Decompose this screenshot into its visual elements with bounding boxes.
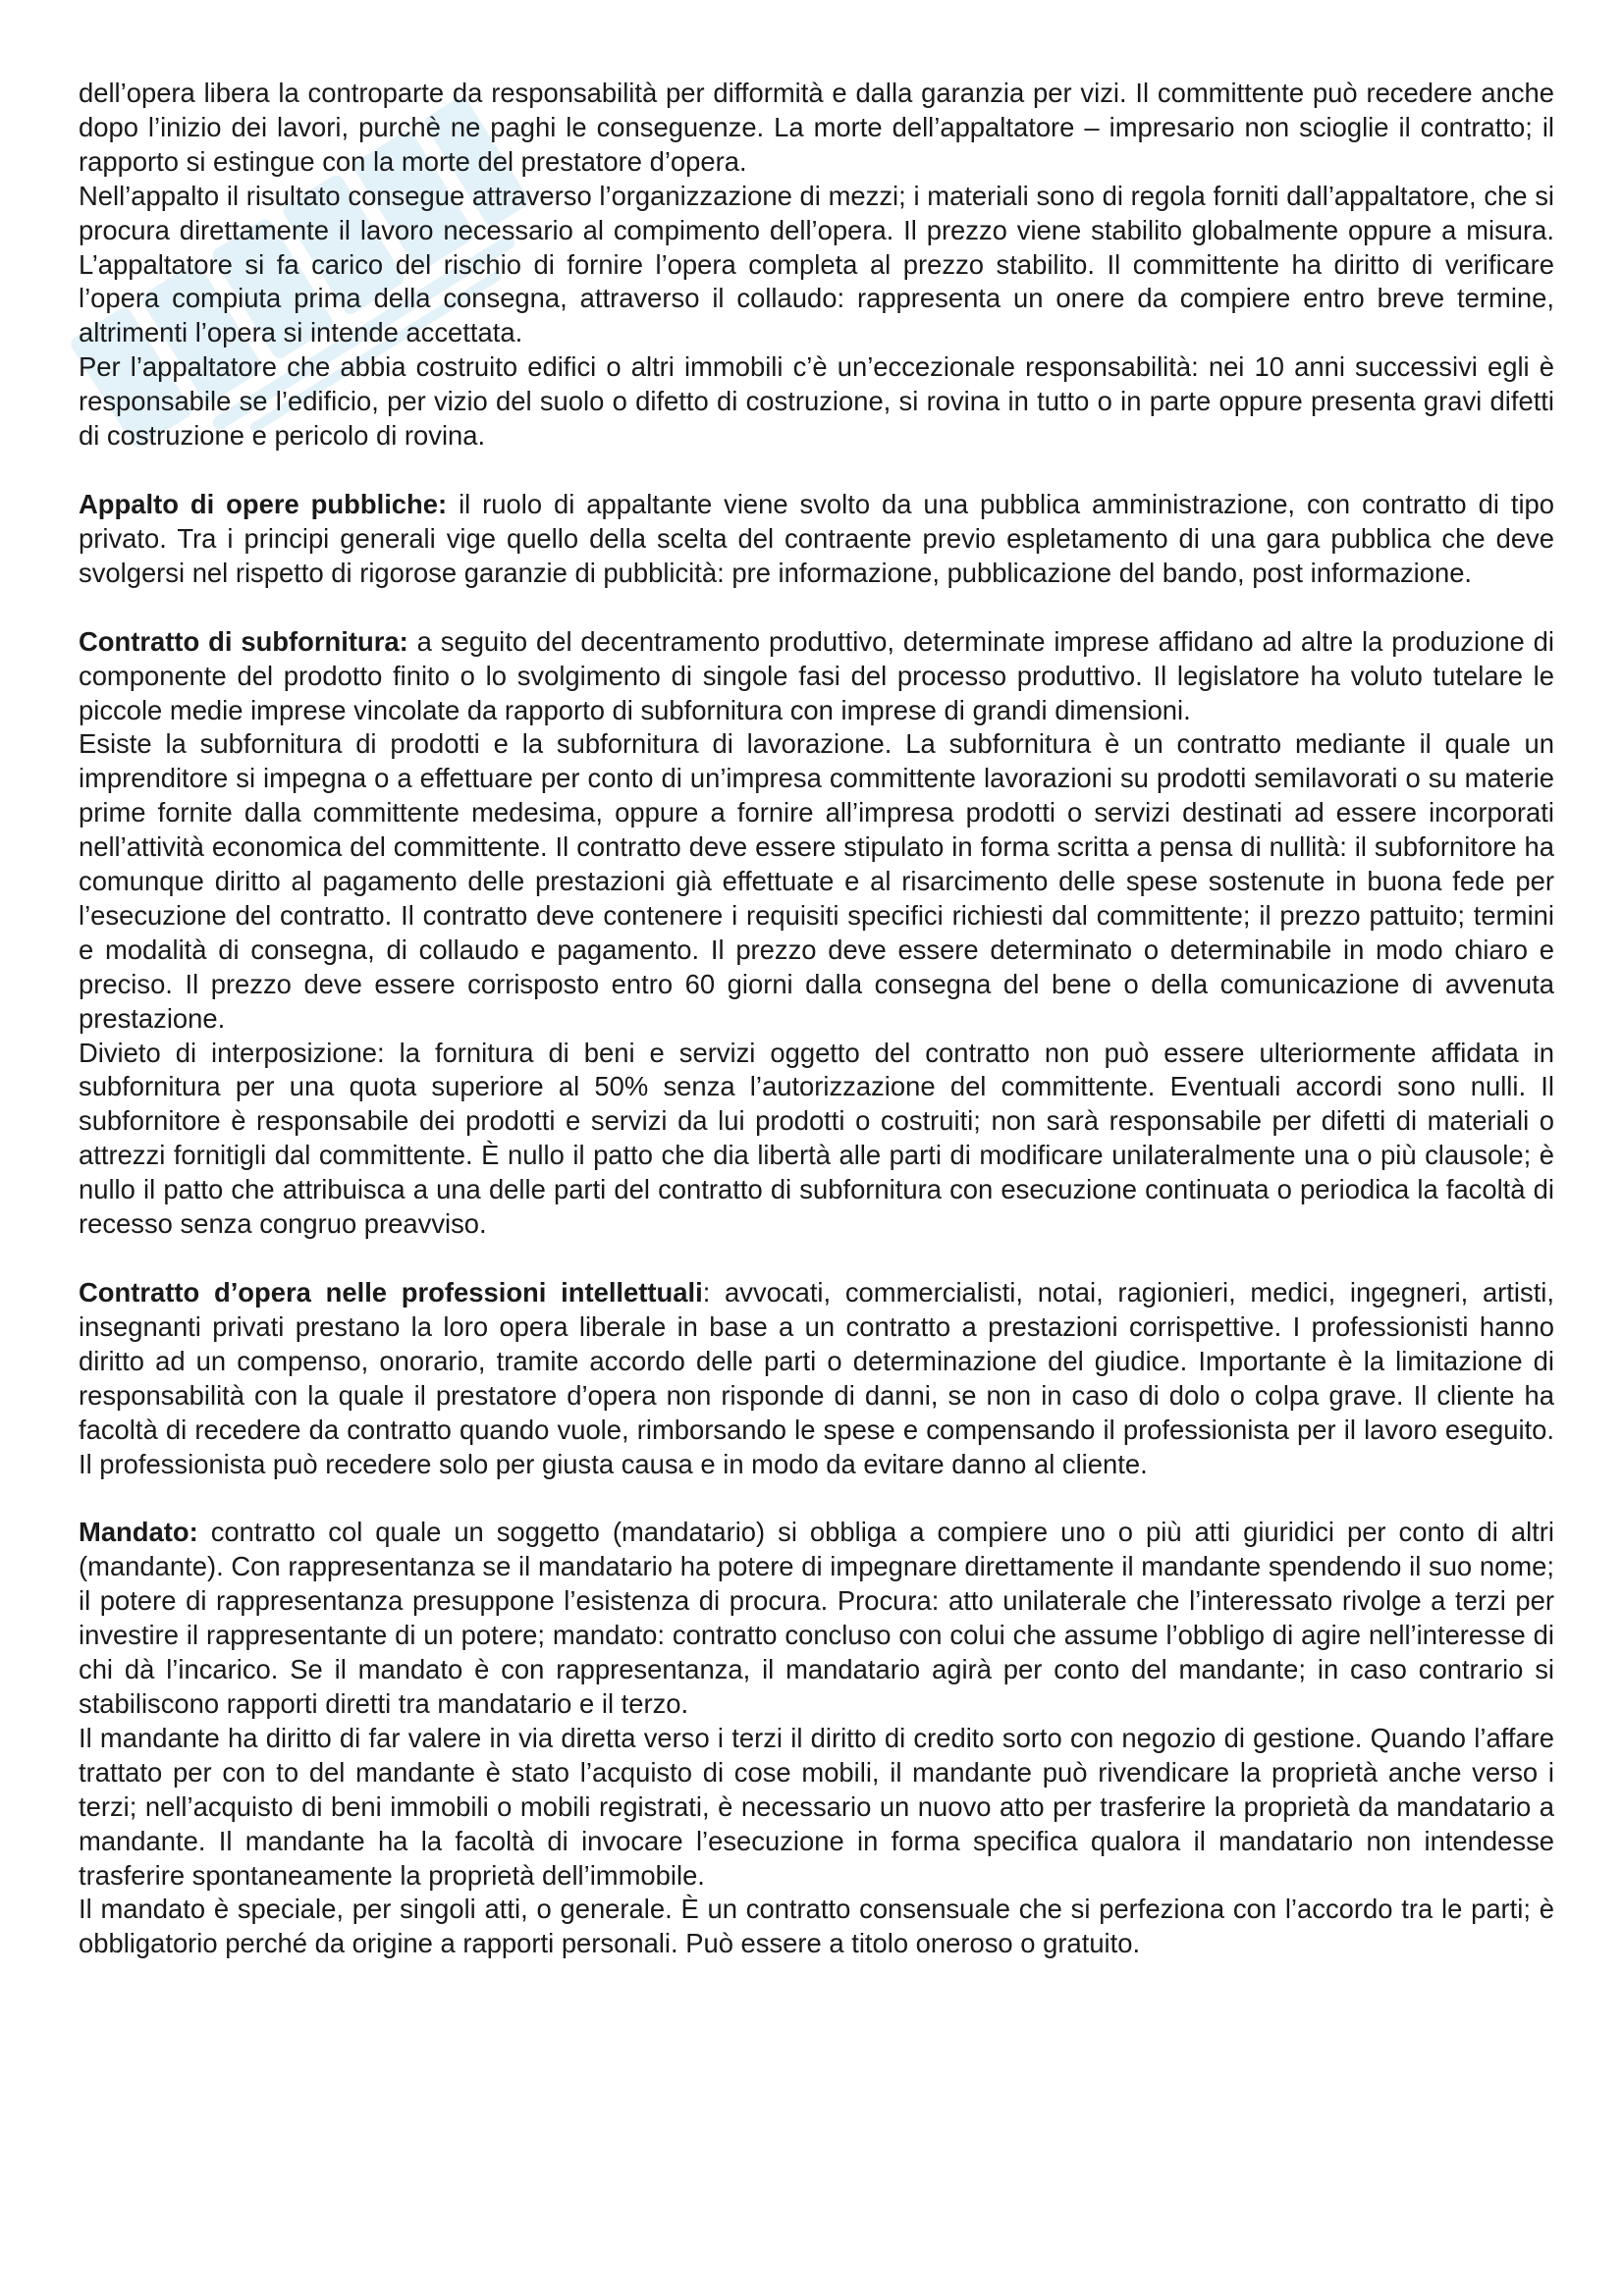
paragraph-professioni-intellettuali	[79, 1276, 1554, 1481]
paragraph-spacer	[79, 591, 1554, 625]
paragraph-text: Divieto di interposizione: la fornitura di beni e servizi oggetto del contratto non può essere ulteriormente affidata in subfornitura per una quota superiore al 50% senza l’autorizzazione del committente. Eventuali accordi sono nulli. Il subfornitore è responsabile dei prodotti e servizi da lui prodotti o costruiti; non sarà responsabile per difetti di materiali o attrezzi fornitigli dal committente. È nullo il patto che dia libertà alle parti di modificare unilateralmente una o più clausole; è nullo il patto che attribuisca a una delle parti del contratto di subfornitura con esecuzione continuata o periodica la facoltà di recesso senza congruo preavviso.	[79, 1037, 1554, 1240]
paragraph-text: Il mandante ha diritto di far valere in via diretta verso i terzi il diritto di credito sorto con negozio di gestione. Quando l’affare trattato per con to del mandante è stato l’acquisto di cose mobili, il mandante può rivendicare la proprietà anche verso i terzi; nell’acquisto di beni immobili o mobili registrati, è necessario un nuovo atto per trasferire la proprietà da mandatario a mandante. Il mandante ha la facoltà di invocare l’esecuzione in forma specifica qualora il mandatario non intendesse trasferire spontaneamente la proprietà dell’immobile.	[79, 1722, 1554, 1891]
paragraph-3	[79, 350, 1554, 454]
paragraph-2-text: Nell’appalto il risultato consegue attraverso l’organizzazione di mezzi; i materiali sono di regola forniti dall’appaltatore, che si procura direttamente il lavoro necessario al compimento dell’opera. Il prezzo viene stabilito globalmente oppure a misura. L’appaltatore si fa carico del rischio di fornire l’opera completa al prezzo stabilito. Il committente ha diritto di verificare l’opera compiuta prima della consegna, attraverso il collaudo: rappresenta un onere da compiere entro breve termine, altrimenti l’opera si intende accettata.	[79, 180, 1554, 348]
section-heading: Mandato:	[79, 1517, 198, 1548]
paragraph-1	[79, 77, 1554, 180]
paragraph-text: Il mandato è speciale, per singoli atti, o generale. È un contratto consensuale che si perfeziona con l’accordo tra le parti; è obbligatorio perché da origine a rapporti personali. Può essere a titolo oneroso o gratuito.	[79, 1894, 1554, 1959]
paragraph-2	[79, 180, 1554, 351]
paragraph-text: contratto col quale un soggetto (mandatario) si obbliga a compiere uno o più atti giuridici per conto di altri (mandante). Con rappresentanza se il mandatario ha potere di impegnare direttamente il mandante spendendo il suo nome; il potere di rappresentanza presuppone l’esistenza di procura. Procura: atto unilaterale che l’interessato rivolge a terzi per investire il rappresentante di un potere; mandato: contratto concluso con colui che assume l’obbligo di agire nell’interesse di chi dà l’incarico. Se il mandato è con rappresentanza, il mandatario agirà per conto del mandante; in caso contrario si stabiliscono rapporti diretti tra mandatario e il terzo.	[79, 1517, 1554, 1719]
paragraph-subfornitura	[79, 625, 1554, 728]
document-page	[79, 77, 1554, 1961]
paragraph-text: il ruolo di appaltante viene svolto da una pubblica amministrazione, con contratto di tipo privato. Tra i principi generali vige quello della scelta del contraente previo espletamento di una gara pubblica che deve svolgersi nel rispetto di rigorose garanzie di pubblicità: pre informazione, pubblicazione del bando, post informazione.	[79, 488, 1554, 588]
section-heading: Contratto d’opera nelle professioni intellettuali	[79, 1277, 703, 1308]
section-heading: Appalto di opere pubbliche:	[79, 488, 448, 519]
paragraph-spacer	[79, 454, 1554, 488]
paragraph-divieto-interposizione	[79, 1037, 1554, 1242]
paragraph-spacer	[79, 1242, 1554, 1276]
paragraph-text: a seguito del decentramento produttivo, determinate imprese affidano ad altre la produzione di componente del prodotto finito o lo svolgimento di singole fasi del processo produttivo. Il legislatore ha voluto tutelare le piccole medie imprese vincolate da rapporto di subfornitura con imprese di grandi dimensioni.	[79, 625, 1554, 725]
paragraph-spacer	[79, 1481, 1554, 1516]
paragraph-text: : avvocati, commercialisti, notai, ragionieri, medici, ingegneri, artisti, insegnanti privati prestano la loro opera liberale in base a un contratto a prestazioni corrispettive. I professionisti hanno diritto ad un compenso, onorario, tramite accordo delle parti o determinazione del giudice. Importante è la limitazione di responsabilità con la quale il prestatore d’opera non risponde di danni, se non in caso di dolo o colpa grave. Il cliente ha facoltà di recedere da contratto quando vuole, rimborsando le spese e compensando il professionista per il lavoro eseguito. Il professionista può recedere solo per giusta causa e in modo da evitare danno al cliente.	[79, 1277, 1554, 1479]
paragraph-mandato-tipi	[79, 1893, 1554, 1961]
paragraph-mandante-diritti	[79, 1722, 1554, 1894]
section-heading: Contratto di subfornitura:	[79, 625, 408, 657]
paragraph-text: Esiste la subfornitura di prodotti e la subfornitura di lavorazione. La subfornitura è un contratto mediante il quale un imprenditore si impegna o a effettuare per conto di un’impresa committente lavorazioni su prodotti semilavorati o su materie prime fornite dalla committente medesima, oppure a fornire all’impresa prodotti o servizi destinati ad essere incorporati nell’attività economica del committente. Il contratto deve essere stipulato in forma scritta a pensa di nullità: il subfornitore ha comunque diritto al pagamento delle prestazioni già effettuate e al risarcimento delle spese sostenute in buona fede per l’esecuzione del contratto. Il contratto deve contenere i requisiti specifici richiesti dal committente; il prezzo pattuito; termini e modalità di consegna, di collaudo e pagamento. Il prezzo deve essere determinato o determinabile in modo chiaro e preciso. Il prezzo deve essere corrisposto entro 60 giorni dalla consegna del bene o della comunicazione di avvenuta prestazione.	[79, 728, 1554, 1034]
paragraph-1-text: dell’opera libera la controparte da responsabilità per difformità e dalla garanzia per vizi. Il committente può recedere anche dopo l’inizio dei lavori, purchè ne paghi le conseguenze. La morte dell’appaltatore – impresario non scioglie il contratto; il rapporto si estingue con la morte del prestatore d’opera.	[79, 78, 1554, 177]
paragraph-subfornitura-tipi	[79, 727, 1554, 1036]
paragraph-mandato	[79, 1516, 1554, 1721]
paragraph-appalto-opere-pubbliche	[79, 488, 1554, 591]
paragraph-3-text: Per l’appaltatore che abbia costruito edifici o altri immobili c’è un’eccezionale responsabilità: nei 10 anni successivi egli è responsabile se l’edificio, per vizio del suolo o difetto di costruzione, si rovina in tutto o in parte oppure presenta gravi difetti di costruzione e pericolo di rovina.	[79, 351, 1554, 452]
